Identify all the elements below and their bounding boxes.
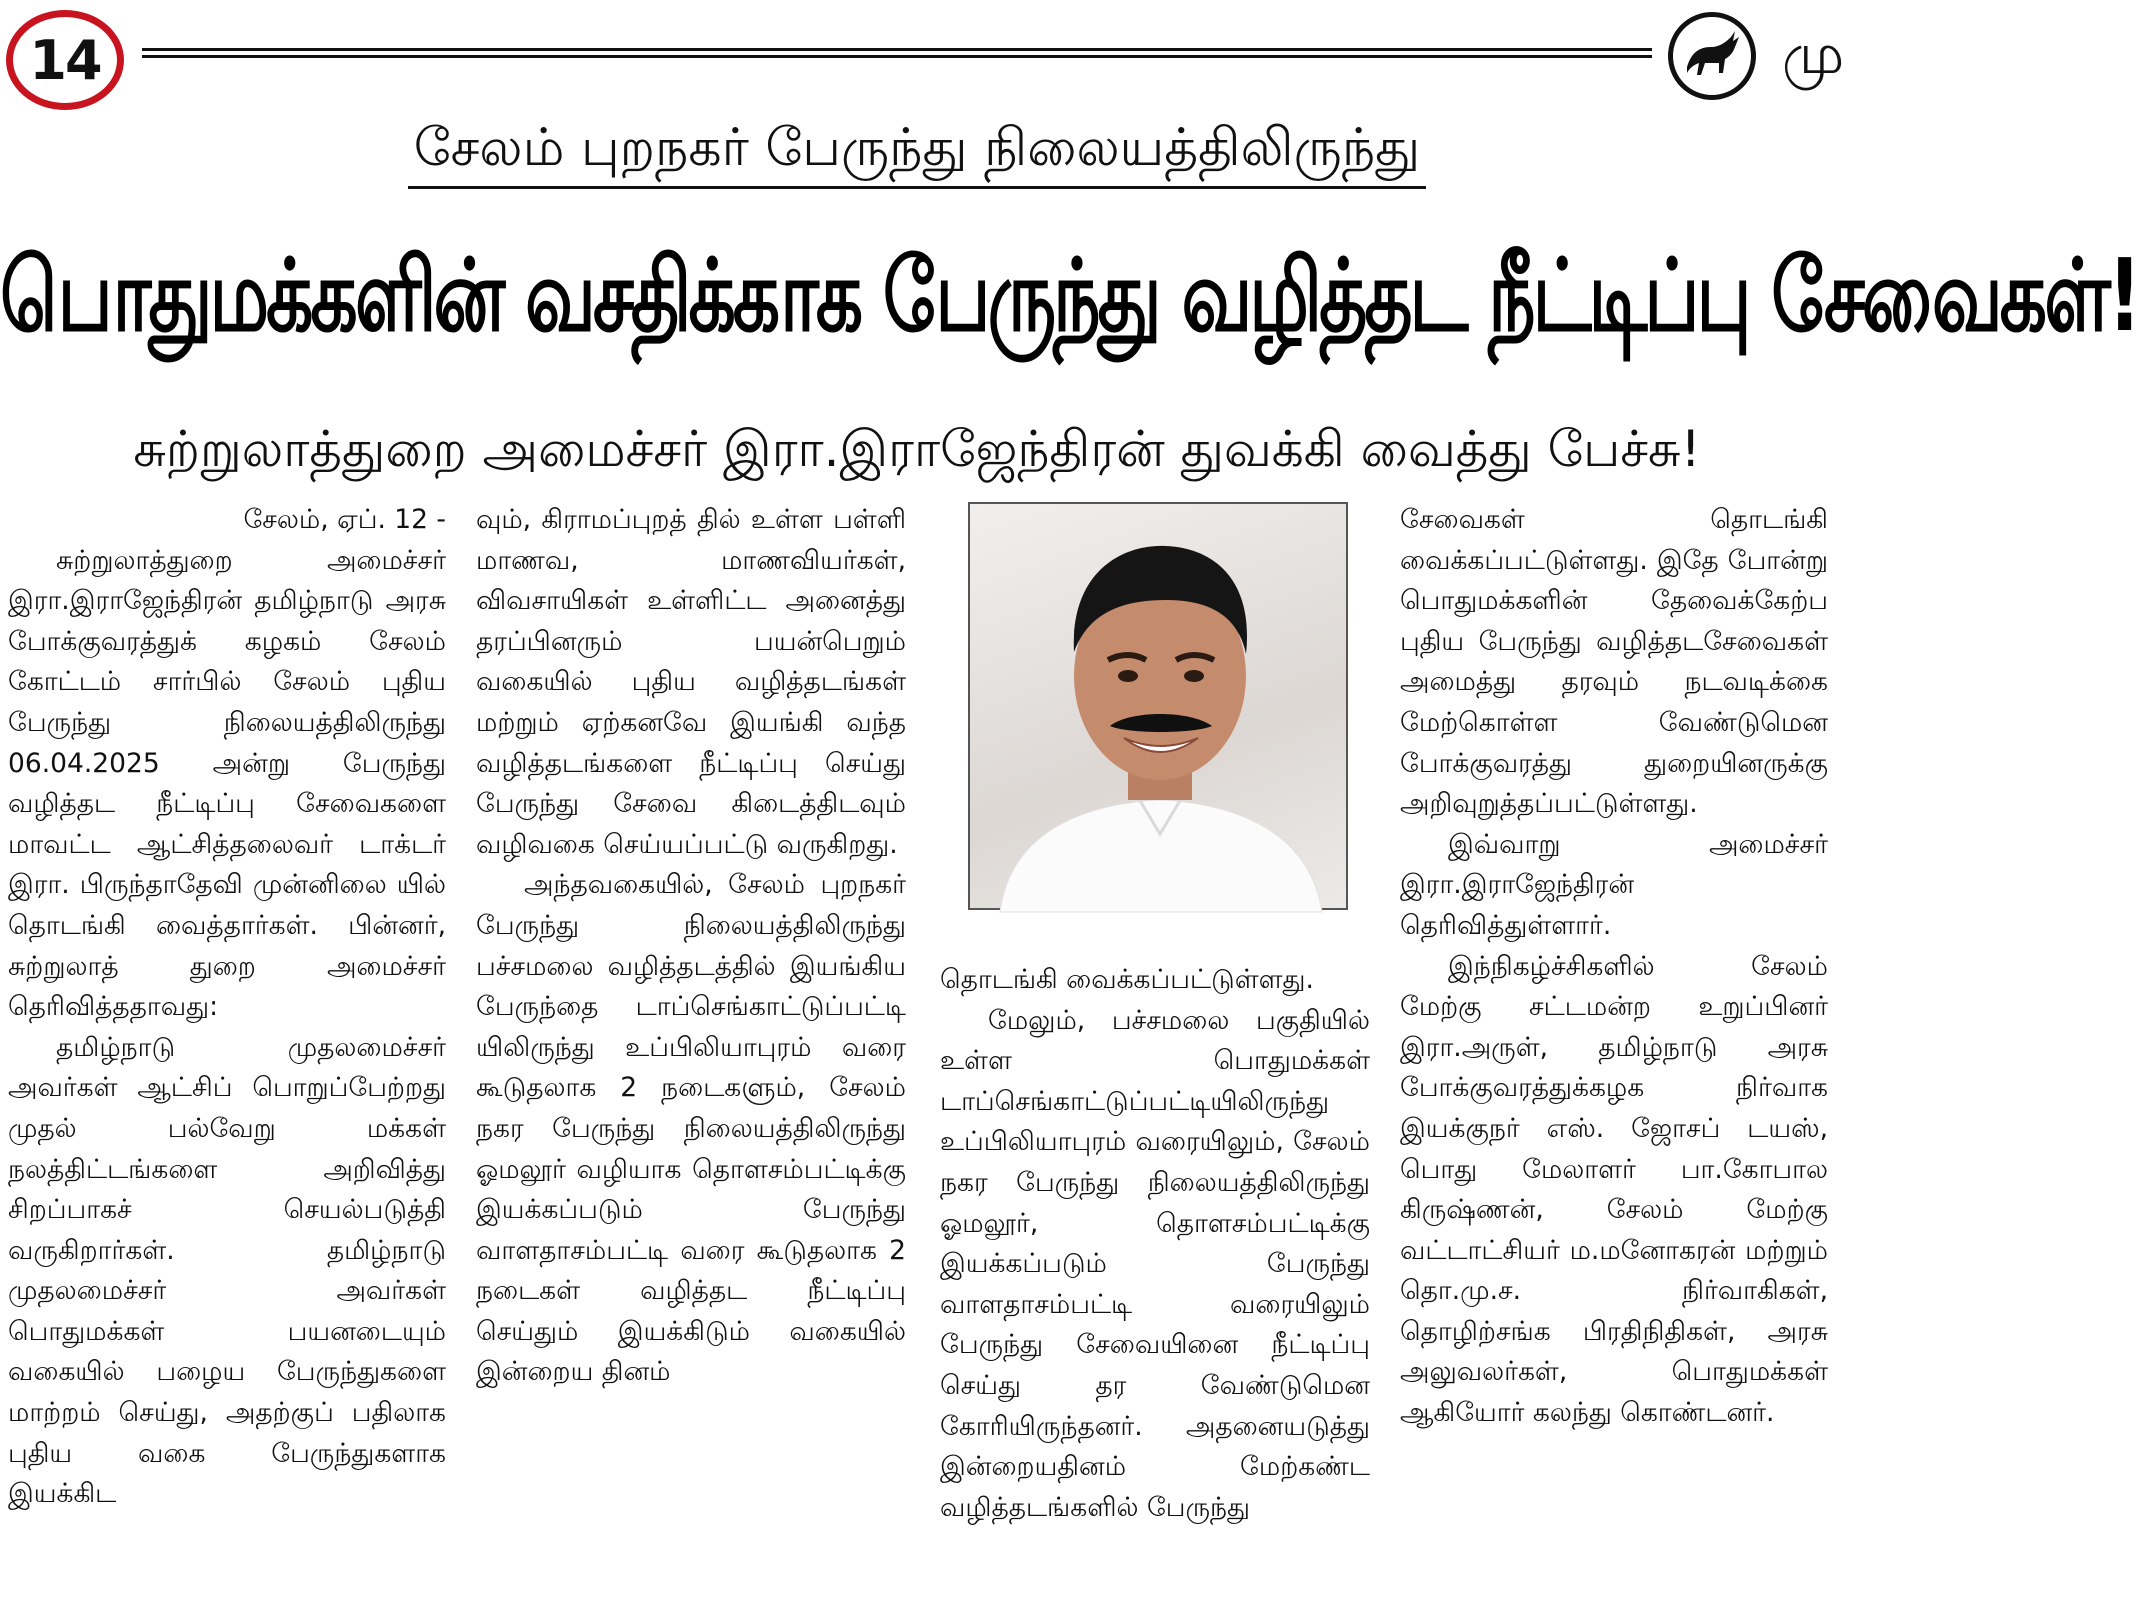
- portrait-graphic: [970, 504, 1350, 912]
- paragraph: இவ்வாறு அமைச்சர் இரா.இராஜேந்திரன் தெரிவித்துள்ளார்.: [1400, 828, 1828, 941]
- masthead-fragment: மு: [1782, 22, 1845, 87]
- paragraph: தமிழ்நாடு முதலமைச்சர் அவர்கள் ஆட்சிப் பொறுப்பேற்றது முதல் பல்வேறு மக்கள் நலத்திட்டங்களை அறிவித்து சிறப்பாகச் செயல்படுத்தி வருகிறார்கள். தமிழ்நாடு முதலமைச்சர் அவர்கள் பொதுமக்கள் பயனடையும் வகையில் பழைய பேருந்துகளை மாற்றம் செய்து, அதற்குப் பதிலாக புதிய வகை பேருந்துகளாக இயக்கிட: [8, 1031, 446, 1510]
- bull-emblem-icon: [1668, 12, 1756, 100]
- paragraph: சுற்றுலாத்துறை அமைச்சர் இரா.இராஜேந்திரன் தமிழ்நாடு அரசு போக்குவரத்துக் கழகம் சேலம் கோட்டம் சார்பில் சேலம் புதிய பேருந்து நிலையத்திலிருந்து 06.04.2025 அன்று பேருந்து வழித்தட நீட்டிப்பு சேவைகளை மாவட்ட ஆட்சித்தலைவர் டாக்டர் இரா. பிருந்தாதேவி முன்னிலை யில் தொடங்கி வைத்தார்கள். பின்னர், சுற்றுலாத் துறை அமைச்சர் தெரிவித்ததாவது:: [8, 544, 446, 1023]
- paragraph: மேலும், பச்சமலை பகுதியில் உள்ள பொதுமக்கள் டாப்செங்காட்டுப்பட்டியிலிருந்து உப்பிலியாபுரம் வரையிலும், சேலம் நகர பேருந்து நிலையத்திலிருந்து ஓமலூர், தொளசம்பட்டிக்கு இயக்கப்படும் பேருந்து வாளதாசம்பட்டி வரையிலும் பேருந்து சேவையினை நீட்டிப்பு செய்து தர வேண்டுமென கோரியிருந்தனர். அதனையடுத்து இன்றையதினம் மேற்கண்ட வழித்தடங்களில் பேருந்து: [940, 1004, 1370, 1523]
- dateline: சேலம், ஏப். 12 -: [243, 504, 446, 535]
- minister-photo: [968, 502, 1348, 910]
- paragraph: அந்தவகையில், சேலம் புறநகர் பேருந்து நிலையத்திலிருந்து பச்சமலை வழித்தடத்தில் இயங்கிய பேருந்தை டாப்செங்காட்டுப்பட்டி யிலிருந்து உப்பிலியாபுரம் வரை கூடுதலாக 2 நடைகளும், சேலம் நகர பேருந்து நிலையத்திலிருந்து ஓமலூர் வழியாக தொளசம்பட்டிக்கு இயக்கப்படும் பேருந்து வாளதாசம்பட்டி வரை கூடுதலாக 2 நடைகள் வழித்தட நீட்டிப்பு செய்தும் இயக்கிடும் வகையில் இன்றைய தினம்: [476, 869, 906, 1388]
- kicker-text: சேலம் புறநகர் பேருந்து நிலையத்திலிருந்து: [408, 118, 1427, 189]
- article-column-4: [1400, 500, 1828, 1614]
- subheadline: சுற்றுலாத்துறை அமைச்சர் இரா.இராஜேந்திரன் துவக்கி வைத்து பேச்சு!: [133, 420, 1701, 478]
- article-column-1: [8, 500, 446, 1614]
- paragraph: தொடங்கி வைக்கப்பட்டுள்ளது.: [940, 964, 1314, 995]
- paragraph: சேவைகள் தொடங்கி வைக்கப்பட்டுள்ளது. இதே போன்று பொதுமக்களின் தேவைக்கேற்ப புதிய பேருந்து வழித்தடசேவைகள் அமைத்து தரவும் நடவடிக்கை மேற்கொள்ள வேண்டுமென போக்குவரத்து துறையினருக்கு அறிவுறுத்தப்பட்டுள்ளது.: [1400, 504, 1828, 820]
- article-column-3: [940, 960, 1370, 1614]
- paragraph: இந்நிகழ்ச்சிகளில் சேலம் மேற்கு சட்டமன்ற உறுப்பினர் இரா.அருள், தமிழ்நாடு அரசு போக்குவரத்துக்கழக நிர்வாக இயக்குநர் எஸ். ஜோசப் டயஸ், பொது மேலாளர் பா.கோபால கிருஷ்ணன், சேலம் மேற்கு வட்டாட்சியர் ம.மனோகரன் மற்றும் தொ.மு.ச. நிர்வாகிகள், தொழிற்சங்க பிரதிநிதிகள், அரசு அலுவலர்கள், பொதுமக்கள் ஆகியோர் கலந்து கொண்டனர்.: [1400, 950, 1828, 1429]
- page-number-badge: [6, 10, 124, 110]
- paragraph: வும், கிராமப்புறத் தில் உள்ள பள்ளி மாணவ, மாணவியர்கள், விவசாயிகள் உள்ளிட்ட அனைத்து தரப்பினரும் பயன்பெறும் வகையில் புதிய வழித்தடங்கள் மற்றும் ஏற்கனவே இயங்கி வந்த வழித்தடங்களை நீட்டிப்பு செய்து பேருந்து சேவை கிடைத்திடவும் வழிவகை செய்யப்பட்டு வருகிறது.: [476, 504, 906, 860]
- header-rule: [142, 48, 1652, 58]
- page-number: 14: [29, 28, 101, 92]
- kicker-headline: [0, 118, 1834, 185]
- bull-emblem-graphic: [1673, 17, 1751, 95]
- article-column-2: [476, 500, 906, 1614]
- main-headline: பொதுமக்களின் வசதிக்காக பேருந்து வழித்தட நீட்டிப்பு சேவைகள்!: [0, 238, 2139, 355]
